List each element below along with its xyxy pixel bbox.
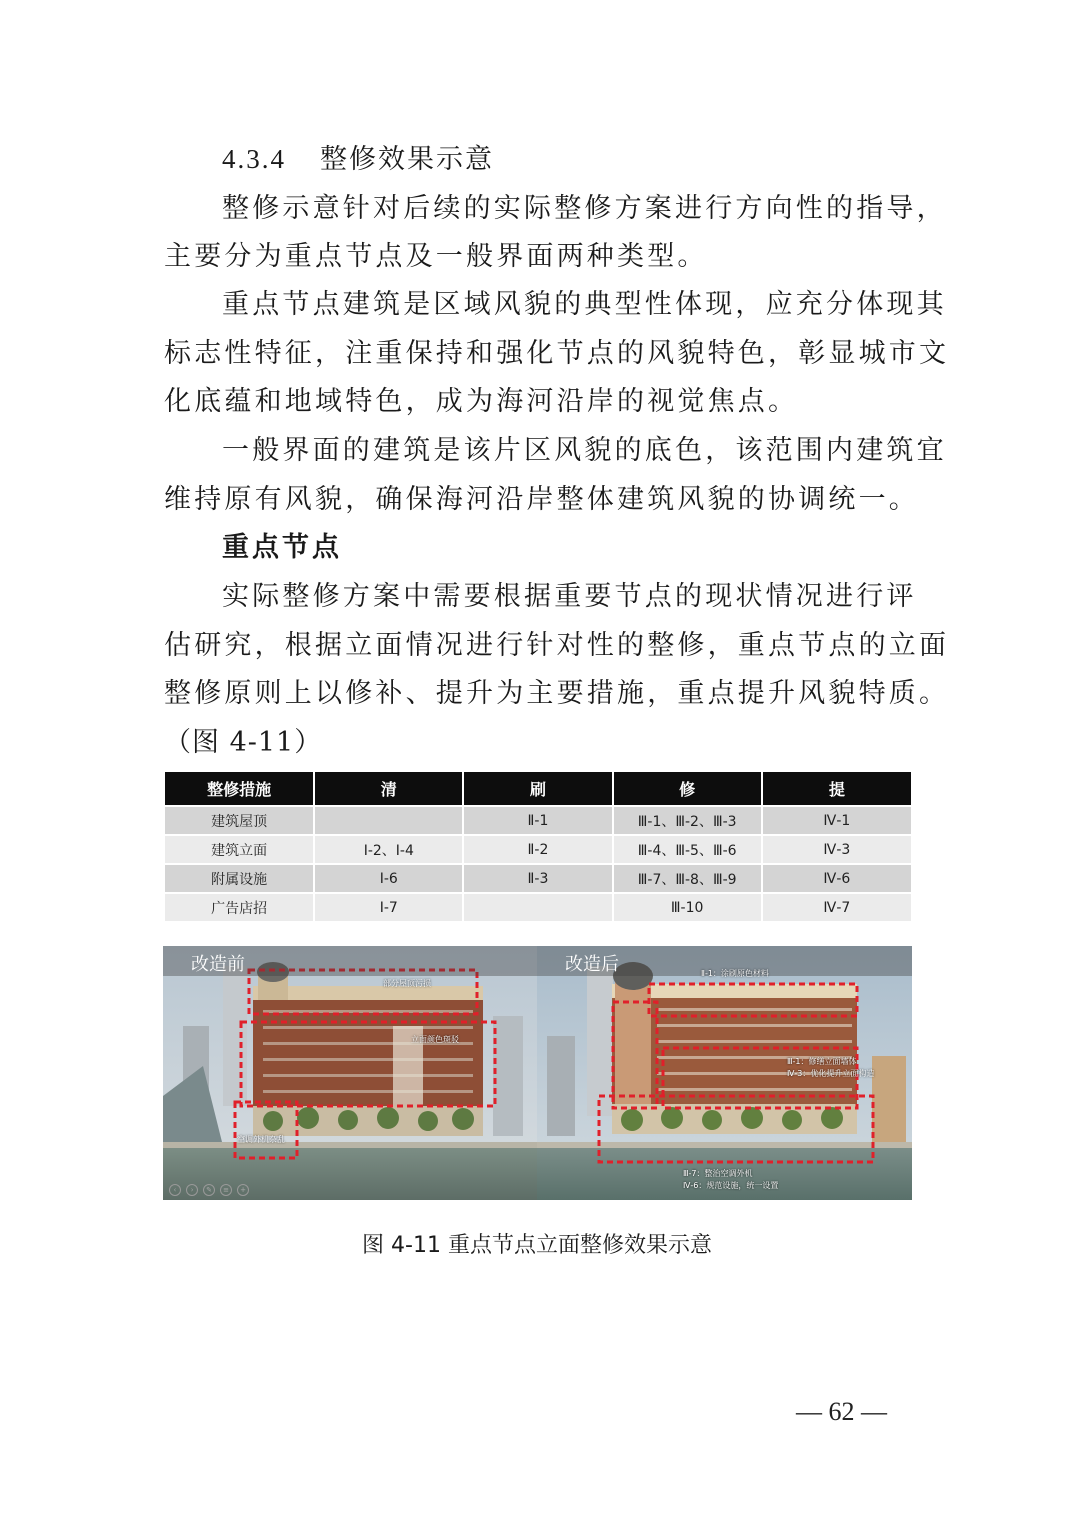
table-cell: Ⅱ-2	[463, 835, 612, 864]
before-label: 改造前	[191, 954, 245, 975]
menu-icon: ≡	[220, 1184, 232, 1196]
page-number: — 62 —	[796, 1397, 887, 1426]
after-note: Ⅲ-1：修缮立面墙体	[787, 1057, 857, 1066]
paragraph-4-line-3: 整修原则上以修补、提升为主要措施，重点提升风貌特质。	[164, 678, 950, 709]
table-cell: Ⅰ-7	[314, 893, 463, 921]
figure-reference: （图 4-11）	[164, 727, 323, 758]
table-cell: Ⅲ-7、Ⅲ-8、Ⅲ-9	[613, 864, 762, 893]
table-header-cell: 清	[314, 772, 463, 806]
table-header-cell: 修	[613, 772, 762, 806]
table-cell: Ⅱ-3	[463, 864, 612, 893]
before-note: 部分屋顶污损	[383, 979, 431, 988]
table-cell: Ⅳ-7	[762, 893, 911, 921]
paragraph-3-line-2: 维持原有风貌，确保海河沿岸整体建筑风貌的协调统一。	[164, 484, 919, 515]
paragraph-4-line-2: 估研究，根据立面情况进行针对性的整修，重点节点的立面	[164, 630, 950, 661]
table-cell: Ⅲ-10	[613, 893, 762, 921]
table-row	[165, 835, 911, 864]
table-cell	[463, 893, 612, 921]
table-cell: Ⅳ-6	[762, 864, 911, 893]
table-cell: 广告店招	[165, 893, 314, 921]
table-cell: Ⅲ-1、Ⅲ-2、Ⅲ-3	[613, 806, 762, 835]
paragraph-2-line-3: 化底蕴和地域特色，成为海河沿岸的视觉焦点。	[164, 386, 799, 417]
paragraph-2-line-1: 重点节点建筑是区域风貌的典型性体现，应充分体现其	[222, 289, 947, 320]
table-row	[165, 806, 911, 835]
section-number: 4.3.4	[222, 144, 286, 174]
after-note: Ⅲ-7：整治空调外机	[683, 1169, 753, 1178]
next-icon: ›	[186, 1184, 198, 1196]
paragraph-1-line-1: 整修示意针对后续的实际整修方案进行方向性的指导，	[222, 193, 947, 224]
table-header-cell: 整修措施	[165, 772, 314, 806]
table-header-cell: 刷	[463, 772, 612, 806]
table-header-cell: 提	[762, 772, 911, 806]
table-header-row	[165, 772, 911, 806]
table-row	[165, 864, 911, 893]
renovation-measures-table	[165, 772, 911, 921]
after-note: Ⅱ-1：涂刷原色材料	[701, 969, 769, 978]
table-cell: Ⅳ-1	[762, 806, 911, 835]
after-label: 改造后	[565, 954, 619, 975]
after-note: Ⅳ-3：优化提升立面构造	[787, 1069, 875, 1078]
before-label-bar	[163, 946, 537, 976]
section-title: 整修效果示意	[320, 144, 494, 175]
table-cell: Ⅲ-4、Ⅲ-5、Ⅲ-6	[613, 835, 762, 864]
table-cell: 附属设施	[165, 864, 314, 893]
before-building-illustration	[163, 946, 537, 1200]
prev-icon: ‹	[169, 1184, 181, 1196]
section-heading	[222, 142, 494, 177]
figure-caption: 图 4-11 重点节点立面整修效果示意	[362, 1233, 712, 1258]
table-cell: Ⅰ-2、Ⅰ-4	[314, 835, 463, 864]
table-cell: 建筑屋顶	[165, 806, 314, 835]
table-cell: Ⅱ-1	[463, 806, 612, 835]
after-note: Ⅳ-6：规范设施，统一设置	[683, 1181, 779, 1190]
before-note: 立面颜色斑驳	[411, 1035, 459, 1044]
paragraph-2-line-2: 标志性特征，注重保持和强化节点的风貌特色，彰显城市文	[164, 338, 950, 369]
pen-icon: ✎	[203, 1184, 215, 1196]
viewer-controls	[169, 1184, 249, 1196]
before-photo	[163, 946, 537, 1200]
table-row	[165, 893, 911, 921]
paragraph-4-line-1: 实际整修方案中需要根据重要节点的现状情况进行评	[222, 581, 917, 612]
table-cell: 建筑立面	[165, 835, 314, 864]
paragraph-1-line-2: 主要分为重点节点及一般界面两种类型。	[164, 241, 708, 272]
after-photo	[537, 946, 912, 1200]
table-cell	[314, 806, 463, 835]
zoom-icon: +	[237, 1184, 249, 1196]
table-cell: Ⅳ-3	[762, 835, 911, 864]
paragraph-3-line-1: 一般界面的建筑是该片区风貌的底色，该范围内建筑宜	[222, 435, 947, 466]
table-cell: Ⅰ-6	[314, 864, 463, 893]
before-note: 空调外机杂乱	[237, 1135, 285, 1144]
subheading-key-nodes: 重点节点	[222, 532, 342, 563]
